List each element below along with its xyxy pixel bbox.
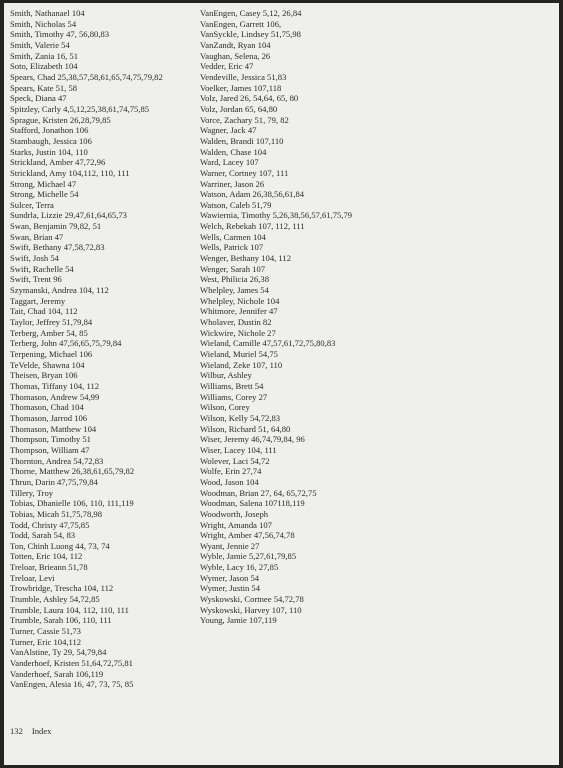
index-entry: Wyble, Lacy 16, 27,85 [200, 562, 279, 573]
index-entry: Wieland, Camille 47,57,61,72,75,80,83 [200, 338, 336, 349]
index-entry: Thomason, Andrew 54,99 [10, 391, 100, 402]
index-entry: Totten, Eric 104, 112 [10, 551, 83, 562]
index-entry: Thompson, William 47 [10, 444, 90, 455]
index-entry: Thorne, Matthew 26,38,61,65,79,82 [10, 466, 135, 477]
index-column-left [10, 8, 163, 690]
index-entry: Trumble, Laura 104, 112, 110, 111 [10, 604, 129, 615]
index-entry: Volz, Jared 26, 54,64, 65, 80 [200, 93, 299, 104]
index-entry: Wolfe, Erin 27,74 [200, 466, 262, 477]
index-entry: Watson, Adam 26,38,56,61,84 [200, 189, 305, 200]
index-entry: Wieland, Muriel 54,75 [200, 349, 278, 359]
index-entry: Whelpley, Nichole 104 [200, 295, 280, 306]
index-entry: Wilson, Corey [200, 402, 250, 413]
index-entry: VanSyckle, Lindsey 51,75,98 [200, 29, 301, 40]
index-entry: Thomason, Chad 104 [10, 402, 84, 413]
index-entry: Wagner, Jack 47 [200, 125, 257, 136]
index-entry: Thomason, Jarrod 106 [10, 412, 88, 423]
index-entry: Taylor, Jeffrey 51,79,84 [10, 317, 93, 328]
index-entry: Woodman, Salena 107118,119 [200, 498, 305, 509]
index-entry: Wolever, Laci 54,72 [200, 455, 270, 466]
index-entry: Vanderhoef, Kristen 51,64,72,75,81 [10, 658, 133, 669]
index-entry: Speck, Diana 47 [10, 93, 67, 104]
index-entry: Wyble, Jamie 5,27,61,79,85 [200, 551, 297, 562]
index-entry: Trowbridge, Trescha 104, 112 [10, 583, 114, 594]
index-entry: Terberg, John 47,56,65,75,79,84 [10, 338, 122, 349]
index-entry: Wymer, Justin 54 [200, 583, 261, 594]
index-entry: Wells, Carmen 104 [200, 231, 266, 242]
index-entry: Wymer, Jason 54 [200, 572, 260, 583]
index-entry: Spears, Chad 25,38,57,58,61,65,74,75,79,82 [10, 71, 163, 82]
index-entry: Tobias, Dhanielle 106, 110, 111,119 [10, 498, 134, 509]
index-entry: Thomason, Matthew 104 [10, 423, 97, 434]
index-entry: Wilbur, Ashley [200, 370, 252, 381]
index-entry: Sprague, Kristen 26,28,79,85 [10, 114, 111, 125]
index-entry: Wright, Amanda 107 [200, 519, 272, 530]
index-entry: Terberg, Amber 54, 85 [10, 327, 88, 338]
index-entry: Stafford, Jonathon 106 [10, 125, 89, 136]
index-entry: Turner, Eric 104,112 [10, 636, 82, 647]
index-entry: Stambaugh, Jessica 106 [10, 135, 92, 146]
index-entry: VanZandt, Ryan 104 [200, 39, 271, 50]
index-entry: Turner, Cassie 51,73 [10, 626, 81, 637]
index-entry: Strickland, Amber 47,72,96 [10, 157, 106, 168]
index-entry: Sulcer, Terra [10, 199, 54, 210]
index-entry: Vedder, Eric 47 [200, 61, 254, 72]
index-entry: Wawiernia, Timothy 5,26,38,56,57,61,75,79 [200, 210, 353, 221]
index-entry: Smith, Zania 16, 51 [10, 50, 79, 61]
index-entry: Swan, Benjamin 79,82, 51 [10, 221, 102, 232]
index-column-right [200, 8, 352, 626]
index-entry: Vanderhoef, Sarah 106,119 [10, 668, 104, 679]
index-entry: Whelpley, James 54 [200, 285, 269, 296]
index-entry: Sundrla, Lizzie 29,47,61,64,65,73 [10, 210, 127, 221]
index-entry: Tobias, Micah 51,75,78,98 [10, 508, 103, 519]
index-entry: Smith, Nathanael 104 [10, 8, 85, 18]
index-entry: Strong, Michelle 54 [10, 189, 79, 200]
index-entry: Woodworth, Joseph [200, 508, 269, 519]
index-entry: Thornton, Andrea 54,72,83 [10, 455, 104, 466]
index-entry: Todd, Christy 47,75,85 [10, 519, 90, 530]
index-entry: Thompson, Timothy 51 [10, 434, 91, 445]
index-entry: Tait, Chad 104, 112 [10, 306, 78, 317]
index-entry: Wickwire, Nichole 27 [200, 327, 276, 338]
index-entry: Ton, Chinh Luong 44, 73, 74 [10, 540, 110, 551]
index-entry: Strong, Michael 47 [10, 178, 77, 189]
index-entry: Volz, Jordan 65, 64,80 [200, 103, 278, 114]
index-entry: Szymanski, Andrea 104, 112 [10, 285, 109, 296]
index-entry: Wilson, Kelly 54,72,83 [200, 412, 281, 423]
index-entry: Theisen, Bryan 106 [10, 370, 78, 381]
index-entry: Swan, Brian 47 [10, 231, 64, 242]
index-entry: Swift, Rachelle 54 [10, 263, 74, 274]
index-entry: Strickland, Amy 104,112, 110, 111 [10, 167, 130, 178]
index-entry: Warner, Cortney 107, 111 [200, 167, 289, 178]
index-entry: Wenger, Bethany 104, 112 [200, 253, 292, 264]
index-entry: Walden, Brandi 107,110 [200, 135, 284, 146]
index-entry: VanEngen, Casey 5,12, 26,84 [200, 8, 302, 18]
index-entry: Wilson, Richard 51, 64,80 [200, 423, 291, 434]
index-page [4, 3, 559, 765]
index-entry: Wyskowski, Harvey 107, 110 [200, 604, 302, 615]
index-entry: Wells, Patrick 107 [200, 242, 264, 253]
index-entry: Vendeville, Jessica 51,83 [200, 71, 287, 82]
index-entry: Watson, Caleb 51,79 [200, 199, 272, 210]
index-entry: Spears, Kate 51, 58 [10, 82, 78, 93]
index-entry: Soto, Elizabeth 104 [10, 61, 78, 72]
index-entry: Starks, Justin 104, 110 [10, 146, 88, 157]
index-entry: Wieland, Zeke 107, 110 [200, 359, 283, 370]
index-entry: Wiser, Lacey 104, 111 [200, 444, 277, 455]
index-entry: Thomas, Tiffany 104, 112 [10, 380, 100, 391]
index-entry: Smith, Nicholas 54 [10, 18, 77, 29]
index-entry: Swift, Josh 54 [10, 253, 59, 264]
index-entry: Young, Jamie 107,119 [200, 615, 277, 626]
index-entry: Swift, Bethany 47,58,72,83 [10, 242, 105, 253]
index-entry: Wenger, Sarah 107 [200, 263, 266, 274]
page-footer [10, 726, 51, 736]
index-entry: Woodman, Brian 27, 64, 65,72,75 [200, 487, 317, 498]
index-entry: VanEngen, Garrett 106, [200, 18, 282, 29]
index-entry: Wiser, Jeremy 46,74,79,84, 96 [200, 434, 305, 445]
index-entry: VanAlstine, Ty 29, 54,79,84 [10, 647, 107, 658]
index-entry: West, Philicia 26,38 [200, 274, 270, 285]
index-entry: Wyant, Jennie 27 [200, 540, 260, 551]
index-entry: Vaughan, Selena, 26 [200, 50, 271, 61]
index-entry: Vorce, Zachary 51, 79, 82 [200, 114, 289, 125]
index-entry: Thrun, Darin 47,75,79,84 [10, 476, 98, 487]
page-number: 132 [10, 726, 23, 736]
index-entry: Trumble, Sarah 106, 110, 111 [10, 615, 112, 626]
index-entry: VanEngen, Alesia 16, 47, 73, 75, 85 [10, 679, 134, 690]
index-entry: Spitzley, Carly 4,5,12,25,38,61,74,75,85 [10, 103, 150, 114]
index-entry: Terpening, Michael 106 [10, 349, 93, 359]
index-entry: Todd, Sarah 54, 83 [10, 530, 76, 541]
index-entry: Tillery, Troy [10, 487, 54, 498]
section-label: Index [31, 726, 52, 736]
index-entry: Warriner, Jason 26 [200, 178, 265, 189]
index-entry: Trumble, Ashley 54,72,85 [10, 594, 100, 605]
index-entry: Wyskowski, Cortnee 54,72,78 [200, 594, 304, 605]
index-entry: Smith, Valerie 54 [10, 39, 70, 50]
index-entry: Smith, Timothy 47, 56,80,83 [10, 29, 110, 40]
index-entry: TeVelde, Shawna 104 [10, 359, 85, 370]
index-entry: Swift, Trent 96 [10, 274, 62, 285]
index-entry: Treloar, Levi [10, 572, 55, 583]
index-entry: Walden, Chase 104 [200, 146, 267, 157]
index-entry: Taggart, Jeremy [10, 295, 66, 306]
index-entry: Whitmore, Jennifer 47 [200, 306, 278, 317]
index-entry: Ward, Lacey 107 [200, 157, 259, 168]
index-entry: Williams, Brett 54 [200, 380, 264, 391]
index-entry: Voelker, James 107,118 [200, 82, 282, 93]
index-entry: Williams, Corey 27 [200, 391, 268, 402]
index-entry: Welch, Rebekah 107, 112, 111 [200, 221, 305, 232]
index-entry: Treloar, Brieann 51,78 [10, 562, 88, 573]
index-entry: Wholaver, Dustin 82 [200, 317, 272, 328]
index-entry: Wright, Amber 47,56,74,78 [200, 530, 295, 541]
index-entry: Wood, Jason 104 [200, 476, 259, 487]
